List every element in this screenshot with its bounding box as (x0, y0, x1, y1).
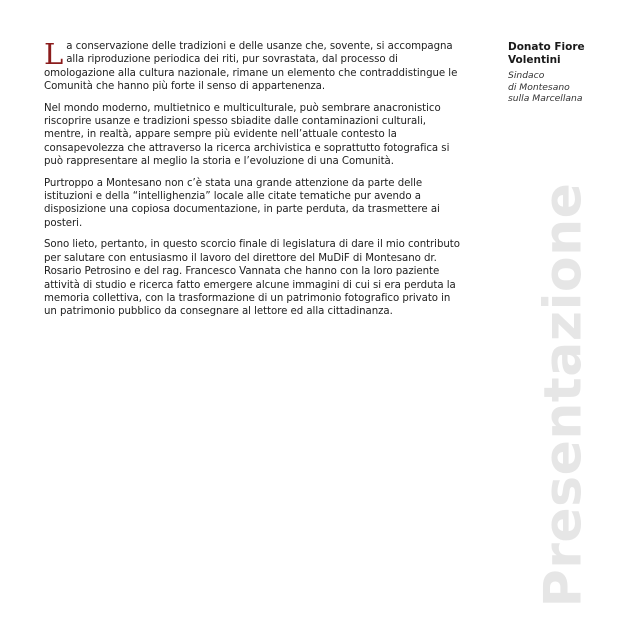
section-title: Presentazione (533, 182, 593, 608)
author-role-line-1: Sindaco (508, 70, 545, 81)
drop-cap: L (44, 37, 64, 71)
author-role (508, 70, 603, 105)
author-name: Donato Fiore Volentini (508, 41, 585, 66)
paragraph-1-text: a conservazione delle tradizioni e delle usanze che, sovente, si accompagna alla riproduzione periodica dei riti, pur sovrastata, dal processo di omologazione alla cultura nazionale, rimane un elemento che contraddistingue le Comunità che hanno più forte il senso di appartenenza. (44, 41, 458, 93)
author-role-line-2: di Montesano (508, 81, 570, 93)
paragraph-4: Sono lieto, pertanto, in questo scorcio finale di legislatura di dare il mio contributo per salutare con entusiasmo il lavoro del direttore del MuDiF di Montesano dr. Rosario Petrosino e del rag. Francesco Vannata che hanno con la loro paziente attività di studio e ricerca fatto emergere alcune immagini di cui si era perduta la memoria collettiva, con la trasformazione di un patrimonio fotografico privato in un patrimonio pubblico da consegnare al lettore ed alla cittadinanza. (44, 239, 460, 318)
paragraph-1 (44, 37, 462, 94)
author-block (508, 41, 628, 105)
author-role-line-3: sulla Marcellana (508, 93, 583, 104)
body-text (44, 37, 462, 327)
section-title-vertical (533, 182, 593, 608)
paragraph-2: Nel mondo moderno, multietnico e multiculturale, può sembrare anacronistico riscoprire usanze e tradizioni spesso sbiadite dalle contaminazioni culturali, mentre, in realtà, appare sempre più evidente nell’attuale contesto la consapevolezza che attraverso la ricerca archivistica e soprattutto fotografica si può rappresentare al meglio la storia e l’evoluzione di una Comunità. (44, 102, 450, 168)
paragraph-3: Purtroppo a Montesano non c’è stata una grande attenzione da parte delle istituzioni e della “intellighenzia” locale alle citate tematiche pur avendo a disposizione una copiosa documentazione, in parte perduta, da trasmettere ai posteri. (44, 177, 440, 229)
